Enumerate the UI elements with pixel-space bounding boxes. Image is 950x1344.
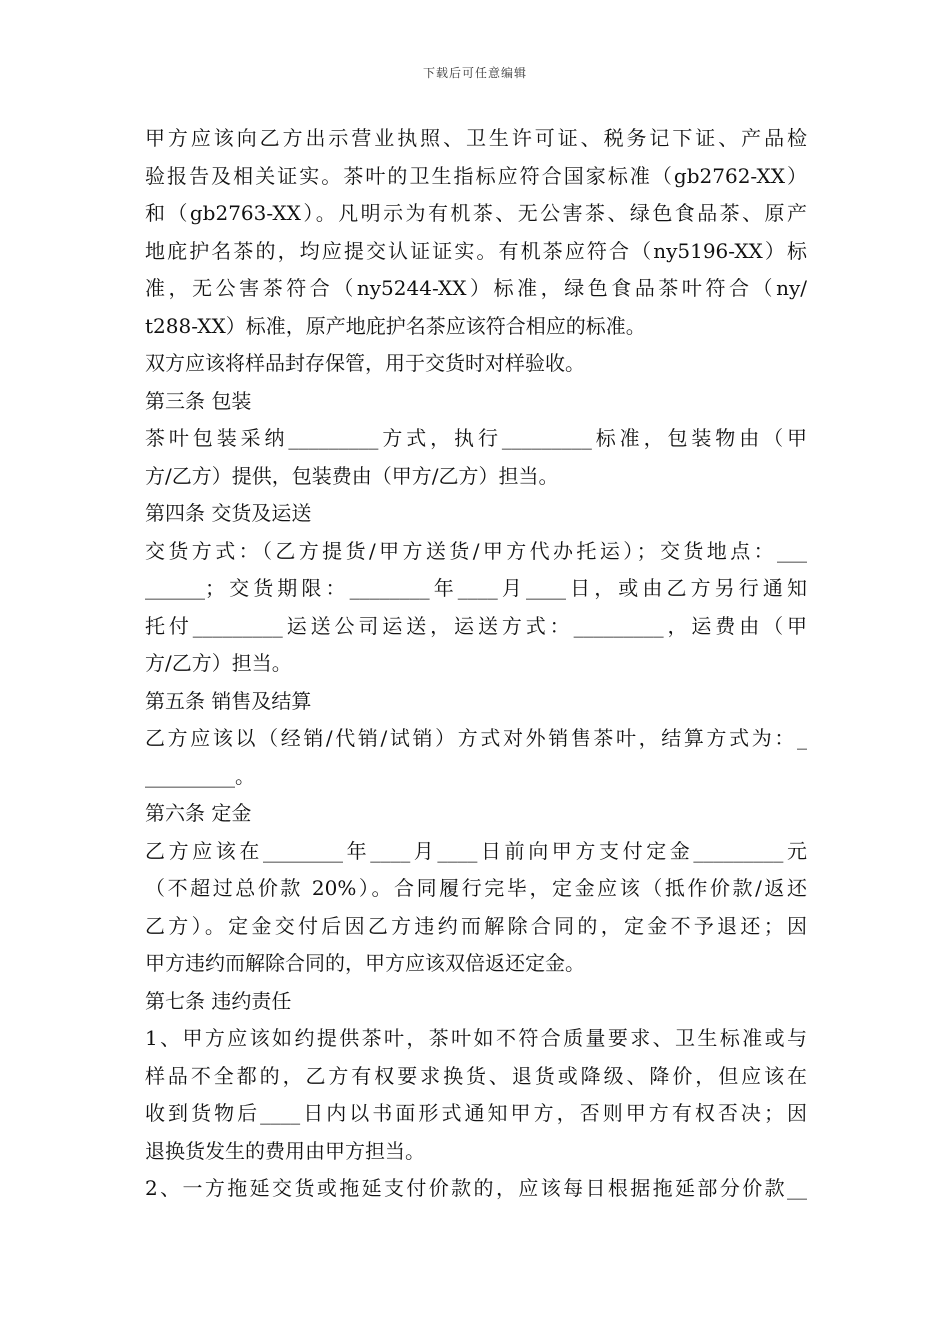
section-heading: 第五条 销售及结算 [145, 688, 312, 713]
paragraph-line: 双方应该将样品封存保管，用于交货时对样验收。 [145, 351, 585, 375]
paragraph-line: 样品不全都的，乙方有权要求换货、退货或降级、降价，但应该在 [145, 1063, 807, 1088]
paragraph-line: 甲方应该向乙方出示营业执照、卫生许可证、税务记下证、产品检 [145, 126, 807, 150]
paragraph-line: 收到货物后____日内以书面形式通知甲方，否则甲方有权否决；因 [145, 1101, 807, 1125]
section-heading: 第四条 交货及运送 [145, 501, 312, 525]
page-header-note: 下载后可任意编辑 [422, 66, 527, 80]
section-heading: 第六条 定金 [145, 801, 252, 825]
paragraph-line: 地庇护名茶的，均应提交认证证实。有机茶应符合（ny5196-XX）标 [145, 238, 807, 263]
paragraph-line: 1、甲方应该如约提供茶叶，茶叶如不符合质量要求、卫生标准或与 [145, 1026, 807, 1050]
paragraph-line: 乙方）。定金交付后因乙方违约而解除合同的，定金不予退还；因 [145, 913, 807, 938]
paragraph-line: 托付_________运送公司运送，运送方式：_________，运费由（甲 [145, 613, 807, 638]
paragraph-line: t288-XX）标准，原产地庇护名茶应该符合相应的标准。 [145, 313, 646, 338]
paragraph-line: ______；交货期限：________年____月____日，或由乙方另行通知 [145, 576, 807, 600]
paragraph-line: （不超过总价款 20%）。合同履行完毕，定金应该（抵作价款/返还 [145, 876, 807, 900]
paragraph-line: 和（gb2763-XX）。凡明示为有机茶、无公害茶、绿色食品茶、原产 [145, 201, 807, 225]
paragraph-line: 交货方式：（乙方提货/甲方送货/甲方代办托运）；交货地点：___ [145, 538, 807, 563]
paragraph-line: 乙方应该以（经销/代销/试销）方式对外销售茶叶，结算方式为：_ [145, 726, 807, 750]
paragraph-line: 乙方应该在________年____月____日前向甲方支付定金_________元 [145, 838, 807, 863]
paragraph-line: 2、一方拖延交货或拖延支付价款的，应该每日根据拖延部分价款__ [145, 1176, 807, 1200]
section-heading: 第三条 包装 [145, 388, 252, 413]
paragraph-line: _________。 [145, 763, 255, 788]
paragraph-line: 退换货发生的费用由甲方担当。 [145, 1138, 425, 1163]
paragraph-line: 方/乙方）担当。 [145, 651, 292, 675]
section-heading: 第七条 违约责任 [145, 988, 292, 1013]
paragraph-line: 茶叶包装采纳_________方式，执行_________标准，包装物由（甲 [145, 426, 807, 450]
paragraph-line: 准，无公害茶符合（ny5244-XX）标准，绿色食品茶叶符合（ny/ [145, 276, 807, 300]
document-body [145, 120, 807, 1208]
paragraph-line: 方/乙方）提供，包装费由（甲方/乙方）担当。 [145, 463, 559, 488]
paragraph-line: 验报告及相关证实。茶叶的卫生指标应符合国家标准（gb2762-XX） [145, 163, 807, 188]
paragraph-line: 甲方违约而解除合同的，甲方应该双倍返还定金。 [145, 951, 585, 975]
